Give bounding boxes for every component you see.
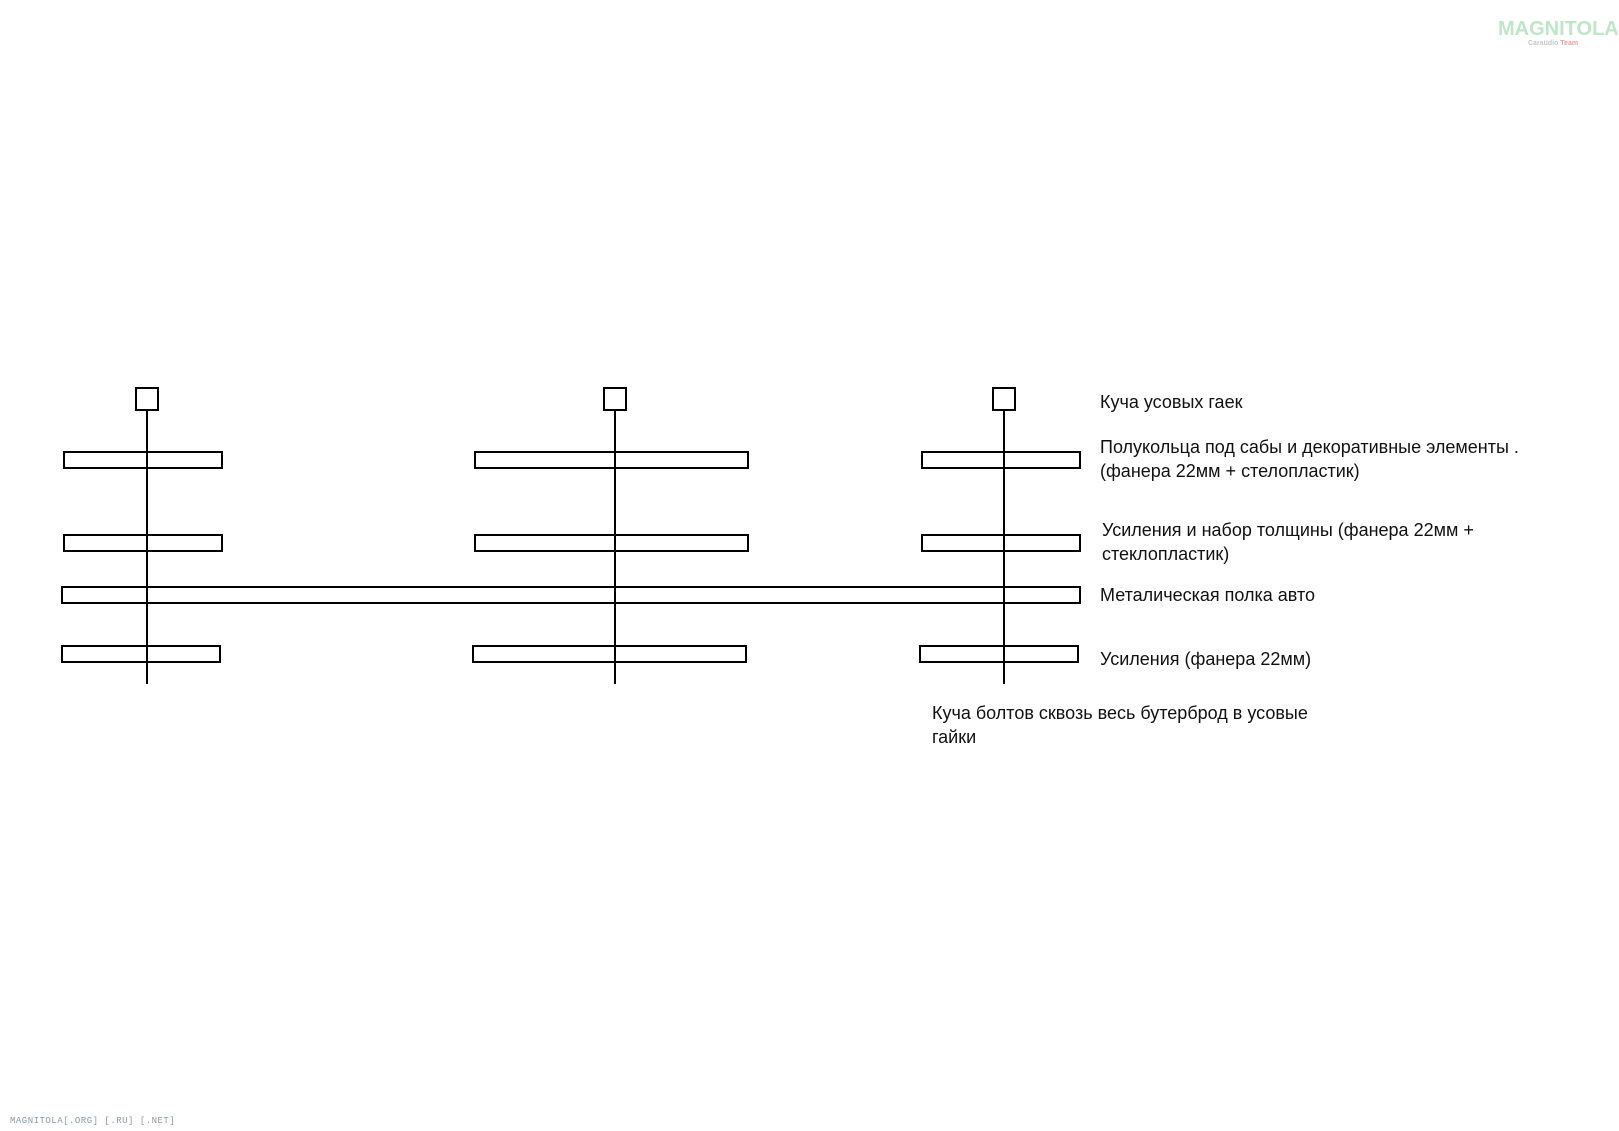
label-reinforce: Усиления (фанера 22мм)	[1100, 649, 1312, 669]
label-nuts: Куча усовых гаек	[1100, 392, 1243, 412]
nut-middle	[604, 388, 626, 410]
thick-plate-middle	[475, 535, 748, 551]
reinforce-plate-right	[920, 646, 1078, 662]
magnitola-logo	[1498, 18, 1619, 50]
nut-right	[993, 388, 1015, 410]
reinforce-plate-middle	[473, 646, 746, 662]
metal-shelf	[62, 587, 1080, 603]
ring-plate-right	[922, 452, 1080, 468]
label-half-rings	[1100, 435, 1519, 483]
ring-plate-left	[64, 452, 222, 468]
label-metal-shelf: Металическая полка авто	[1100, 585, 1316, 605]
footer-watermark: MAGNITOLA[.ORG] [.RU] [.NET]	[10, 1116, 176, 1126]
thick-plate-left	[64, 535, 222, 551]
label-reinforce-thickness	[1102, 518, 1474, 566]
label-reinforce-thickness-line1: Усиления и набор толщины (фанера 22мм +	[1102, 520, 1474, 540]
label-bolts	[932, 701, 1308, 749]
label-reinforce-thickness-line2: стеклопластик)	[1102, 544, 1230, 564]
ring-plate-middle	[475, 452, 748, 468]
logo-wordmark: MAGNITOLA	[1498, 18, 1619, 40]
nut-left	[136, 388, 158, 410]
label-half-rings-line1: Полукольца под сабы и декоративные элементы .	[1100, 437, 1519, 457]
reinforce-plate-left	[62, 646, 220, 662]
logo-subtitle	[1528, 40, 1578, 47]
logo-subtitle-accent: Team	[1560, 40, 1579, 47]
label-bolts-line1: Куча болтов сквозь весь бутерброд в усовые	[932, 703, 1308, 723]
label-bolts-line2: гайки	[932, 727, 977, 747]
logo-subtitle-main: Caraudio	[1528, 40, 1559, 47]
label-half-rings-line2: (фанера 22мм + стелопластик)	[1100, 461, 1360, 481]
thick-plate-right	[922, 535, 1080, 551]
